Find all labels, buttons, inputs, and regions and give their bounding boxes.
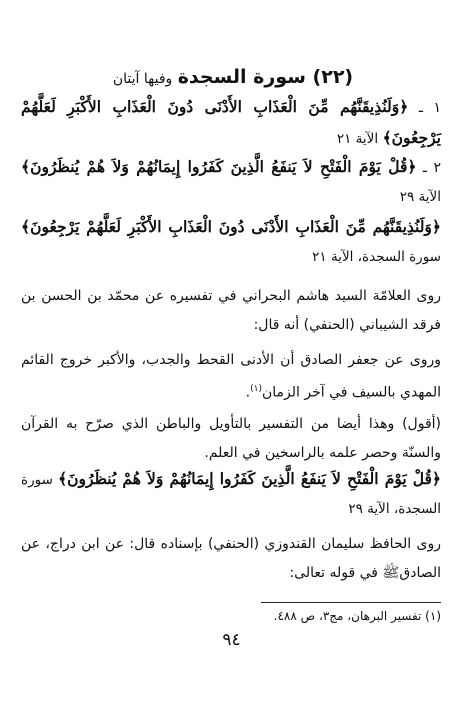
paragraph-1: روى العلامّة السيد هاشم البحراني في تفسيره عن محمّد بن الحسن بن فرقد الشيباني (الحنفي) أنه قال:	[21, 288, 441, 333]
paragraph-4: روى الحافظ سليمان القندوزي (الحنفي) بإسناده قال: عن ابن دراج، عن الصادقﷺ في قوله تعالى:	[21, 536, 441, 581]
verse-4-text: ﴿قُلْ يَوْمَ الْفَتْحِ لاَ يَنفَعُ الَّذِينَ كَفَرُوا إِيمَانُهُمْ وَلاَ هُمْ يُنظَرُونَ﴾	[58, 469, 442, 488]
verse-1-number: ١ ـ	[418, 100, 441, 116]
verse-3	[21, 212, 441, 272]
footnote-marker: (١)	[250, 384, 262, 394]
verse-1	[21, 92, 441, 154]
verse-1-ref: الآية ٢١	[336, 131, 379, 147]
chapter-subtitle: وفيها آيتان	[112, 71, 173, 87]
paragraph-2-end: .	[245, 384, 251, 401]
verse-2-ref: الآية ٢٩	[399, 189, 441, 205]
verse-4	[21, 464, 441, 524]
verse-2-number: ٢ ـ	[422, 160, 441, 176]
verse-1-text: ﴿وَلَنُذِيقَنَّهُم مِّنَ الْعَذَابِ الأَدْنَى دُونَ الْعَذَابِ الأَكْبَرِ لَعَلَّهُمْ يَرْجِعُونَ﴾	[21, 97, 441, 147]
paragraph-2	[21, 346, 441, 408]
paragraph-3: (أقول) وهذا أيضا من التفسير بالتأويل والباطن الذي صرّح به القرآن والسنّة وحصر علمه بالراسخين في العلم.	[21, 416, 441, 461]
verse-3-text: ﴿وَلَنُذِيقَنَّهُم مِّنَ الْعَذَابِ الأَدْنَى دُونَ الْعَذَابِ الأَكْبَرِ لَعَلَّهُمْ يَرْجِعُونَ﴾	[21, 217, 441, 236]
verse-3-ref: سورة السجدة، الآية ٢١	[312, 249, 441, 265]
page-number: ٩٤	[222, 630, 241, 650]
verse-2	[21, 152, 441, 212]
chapter-heading	[23, 66, 443, 90]
footnote-divider	[261, 602, 441, 603]
verse-2-text: ﴿قُلْ يَوْمَ الْفَتْحِ لاَ يَنفَعُ الَّذِينَ كَفَرُوا إِيمَانُهُمْ وَلاَ هُمْ يُنظَرُونَ﴾	[21, 157, 417, 176]
footnote: (١) تفسير البرهان، مج٣، ص ٤٨٨.	[273, 609, 441, 623]
chapter-title: (٢٢) سورة السجدة	[177, 66, 354, 88]
paragraph-2-text: وروى عن جعفر الصادق أن الأدنى القحط والجدب، والأكبر خروج القائم المهدي بالسيف في آخر الزمان	[21, 352, 441, 401]
verse-4-ref: سورة السجدة، الآية ٢٩	[21, 472, 441, 517]
